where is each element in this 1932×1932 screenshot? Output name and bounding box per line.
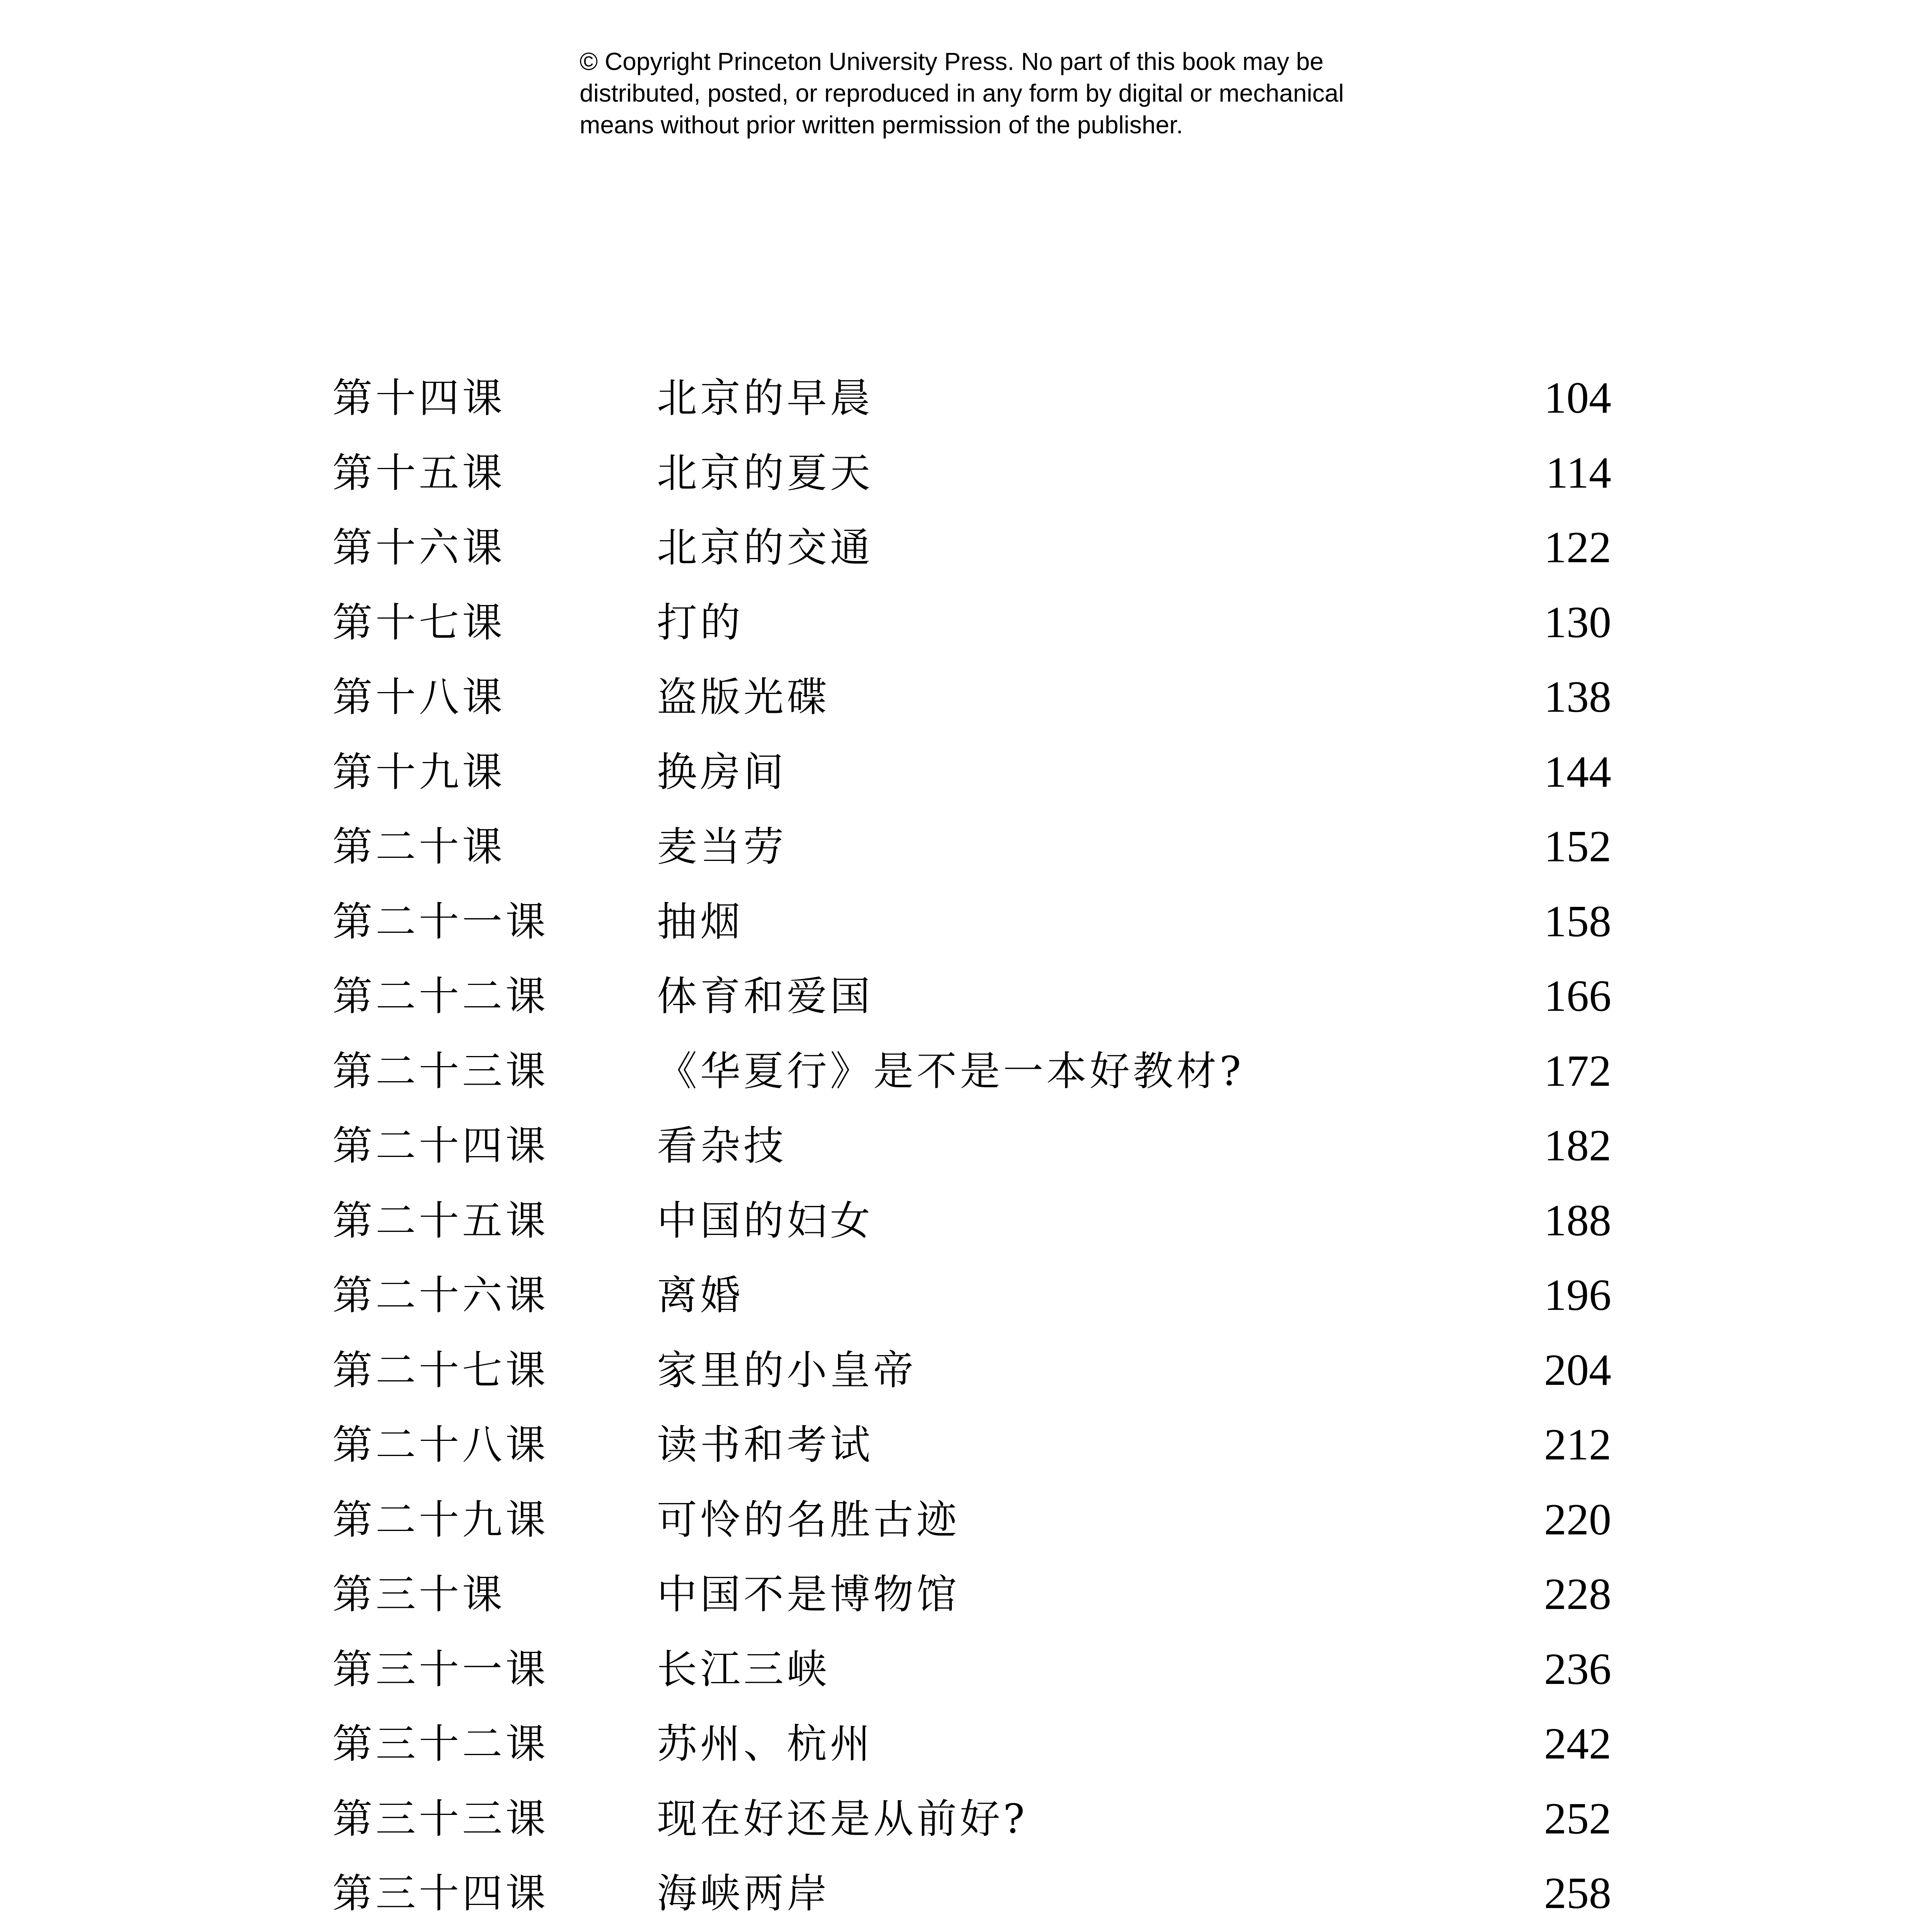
toc-lesson-title: 海峡两岸 (657, 1870, 830, 1917)
toc-page-number: 188 (1544, 1196, 1611, 1245)
toc-lesson-number: 第二十四课 (332, 1122, 549, 1169)
toc-entry (0, 1638, 1932, 1700)
toc-entry (0, 1489, 1932, 1551)
toc-lesson-number: 第十六课 (332, 524, 506, 571)
toc-lesson-number: 第十五课 (332, 449, 506, 497)
toc-entry (0, 1862, 1932, 1924)
toc-entry (0, 1788, 1932, 1850)
toc-page-number: 196 (1544, 1270, 1611, 1320)
toc-entry (0, 816, 1932, 878)
toc-lesson-number: 第十四课 (332, 374, 506, 422)
toc-lesson-number: 第三十一课 (332, 1646, 549, 1693)
toc-entry (0, 1190, 1932, 1252)
toc-entry (0, 666, 1932, 728)
toc-page-number: 122 (1544, 523, 1611, 572)
toc-lesson-title: 北京的早晨 (657, 374, 874, 422)
toc-lesson-number: 第二十八课 (332, 1421, 549, 1468)
toc-entry (0, 1713, 1932, 1775)
toc-lesson-number: 第十七课 (332, 599, 506, 646)
toc-lesson-title: 看杂技 (657, 1122, 787, 1169)
toc-entry (0, 367, 1932, 429)
toc-page-number: 172 (1544, 1046, 1611, 1096)
toc-page-number: 220 (1544, 1495, 1611, 1544)
toc-page-number: 228 (1544, 1570, 1611, 1619)
toc-page-number: 114 (1546, 448, 1611, 498)
toc-lesson-number: 第三十三课 (332, 1795, 549, 1842)
toc-lesson-title: 打的 (657, 599, 744, 646)
toc-entry (0, 592, 1932, 653)
toc-entry (0, 965, 1932, 1027)
copyright-line: distributed, posted, or reproduced in any form by digital or mechanical (580, 79, 1344, 107)
toc-lesson-title: 体育和爱国 (657, 973, 874, 1020)
toc-entry (0, 1414, 1932, 1476)
toc-lesson-title: 中国不是博物馆 (657, 1571, 960, 1618)
toc-lesson-number: 第二十六课 (332, 1272, 549, 1319)
toc-entry (0, 1040, 1932, 1102)
toc-entry (0, 891, 1932, 952)
toc-entry (0, 442, 1932, 504)
toc-lesson-title: 离婚 (657, 1272, 744, 1319)
toc-entry (0, 741, 1932, 803)
toc-entry (0, 1115, 1932, 1177)
toc-lesson-title: 家里的小皇帝 (657, 1347, 917, 1394)
toc-lesson-number: 第二十课 (332, 823, 506, 870)
toc-entry (0, 517, 1932, 578)
toc-lesson-number: 第二十七课 (332, 1347, 549, 1394)
toc-page-number: 152 (1544, 822, 1611, 871)
toc-page-number: 104 (1544, 373, 1611, 423)
copyright-line: © Copyright Princeton University Press. No part of this book may be (580, 48, 1324, 75)
toc-page-number: 144 (1544, 747, 1611, 797)
toc-lesson-number: 第十八课 (332, 673, 506, 721)
toc-page-number: 212 (1544, 1420, 1611, 1469)
toc-page-number: 236 (1544, 1645, 1611, 1694)
toc-lesson-title: 盗版光碟 (657, 673, 830, 721)
toc-lesson-title: 《华夏行》是不是一本好教材? (657, 1048, 1244, 1095)
toc-lesson-title: 北京的交通 (657, 524, 874, 571)
toc-lesson-title: 可怜的名胜古迹 (657, 1496, 960, 1543)
toc-lesson-number: 第二十二课 (332, 973, 549, 1020)
toc-lesson-title: 麦当劳 (657, 823, 787, 870)
toc-page-number: 130 (1544, 598, 1611, 647)
toc-lesson-title: 现在好还是从前好? (657, 1795, 1028, 1842)
toc-entry (0, 1339, 1932, 1401)
toc-lesson-number: 第十九课 (332, 748, 506, 796)
toc-lesson-number: 第二十五课 (332, 1197, 549, 1244)
toc-page-number: 158 (1544, 897, 1611, 946)
toc-lesson-title: 读书和考试 (657, 1421, 874, 1468)
toc-lesson-number: 第三十四课 (332, 1870, 549, 1917)
toc-page-number: 258 (1544, 1869, 1611, 1918)
toc-page-number: 204 (1544, 1345, 1611, 1395)
toc-page-number: 138 (1544, 672, 1611, 722)
toc-page-number: 252 (1544, 1794, 1611, 1844)
toc-lesson-title: 长江三峡 (657, 1646, 830, 1693)
toc-lesson-number: 第二十九课 (332, 1496, 549, 1543)
copyright-line: means without prior written permission of the publisher. (580, 111, 1183, 139)
toc-page-number: 166 (1544, 971, 1611, 1021)
toc-page-number: 182 (1544, 1121, 1611, 1170)
toc-lesson-number: 第二十一课 (332, 898, 549, 945)
toc-entry (0, 1264, 1932, 1326)
toc-lesson-number: 第二十三课 (332, 1048, 549, 1095)
toc-lesson-title: 抽烟 (657, 898, 744, 945)
toc-page-number: 242 (1544, 1719, 1611, 1769)
toc-lesson-title: 中国的妇女 (657, 1197, 874, 1244)
toc-lesson-title: 北京的夏天 (657, 449, 874, 497)
toc-lesson-number: 第三十二课 (332, 1720, 549, 1767)
toc-lesson-number: 第三十课 (332, 1571, 506, 1618)
toc-lesson-title: 换房间 (657, 748, 787, 796)
toc-entry (0, 1563, 1932, 1625)
toc-lesson-title: 苏州、杭州 (657, 1720, 874, 1767)
